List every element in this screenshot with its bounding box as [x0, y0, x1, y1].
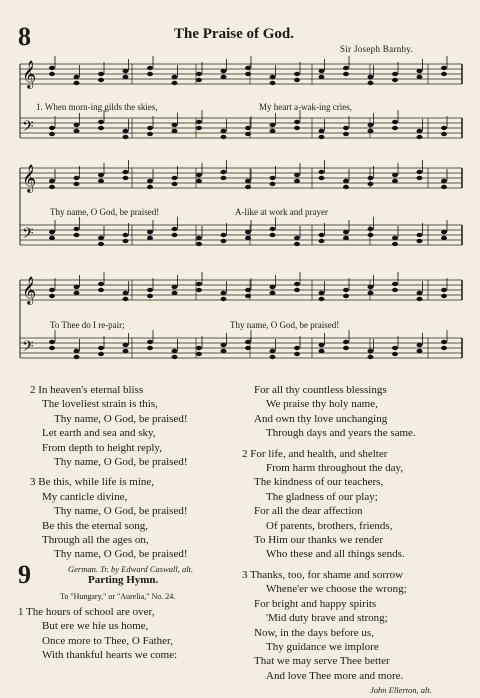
note-head [123, 291, 129, 295]
note-head [270, 176, 276, 180]
note-head [441, 66, 447, 70]
note-head [172, 129, 178, 133]
verse-line: From harm throughout the day, [266, 462, 404, 475]
note-head [221, 135, 227, 139]
note-head [98, 346, 104, 350]
note-head [319, 233, 325, 237]
note-head [319, 69, 325, 73]
note-head [368, 75, 374, 79]
note-head [49, 126, 55, 130]
note-head [417, 69, 423, 73]
note-head [221, 176, 227, 180]
note-head [123, 233, 129, 237]
note-head [172, 355, 178, 359]
note-head [417, 129, 423, 133]
note-head [417, 239, 423, 243]
note-head [441, 288, 447, 292]
note-head [123, 297, 129, 301]
composer: Sir Joseph Barnby. [340, 44, 414, 54]
note-head [343, 66, 349, 70]
note-head [270, 123, 276, 127]
note-head [319, 75, 325, 79]
note-head [392, 346, 398, 350]
note-head [172, 285, 178, 289]
verse-line: 'Mid duty brave and strong; [266, 612, 388, 625]
note-head [441, 340, 447, 344]
note-head [172, 81, 178, 85]
note-head [147, 288, 153, 292]
note-head [368, 182, 374, 186]
verse-line: Through days and years the same. [266, 427, 416, 440]
music-lyric-line-1b: My heart a-wak-ing cries, [259, 102, 352, 112]
note-head [441, 185, 447, 189]
treble-clef: 𝄞 [22, 276, 37, 304]
hymn-title-8: The Praise of God. [174, 26, 294, 42]
verse-line: But ere we hie us home, [42, 620, 149, 633]
note-head [343, 185, 349, 189]
note-head [319, 343, 325, 347]
verse-line: Of parents, brothers, friends, [266, 519, 393, 532]
verse-line: My canticle divine, [42, 490, 128, 503]
note-head [392, 120, 398, 124]
note-head [98, 78, 104, 82]
note-head [294, 242, 300, 246]
tune-reference: To "Hungary," or "Aurelia," No. 24. [60, 592, 176, 601]
hymn-number-8: 8 [18, 22, 31, 51]
note-head [270, 129, 276, 133]
note-head [49, 179, 55, 183]
note-head [221, 349, 227, 353]
note-head [74, 176, 80, 180]
note-head [417, 291, 423, 295]
verse-line: Once more to Thee, O Father, [42, 634, 174, 647]
note-head [441, 346, 447, 350]
credit-hymn9: John Ellerton, alt. [370, 685, 432, 696]
verse-line: Through all the ages on, [42, 534, 149, 547]
note-head [294, 120, 300, 124]
note-head [441, 294, 447, 298]
verse-line: Who these and all things sends. [266, 548, 405, 561]
note-head [74, 182, 80, 186]
note-head [319, 349, 325, 353]
note-head [294, 78, 300, 82]
verse-line: From depth to height reply, [42, 441, 162, 454]
note-head [123, 343, 129, 347]
note-head [343, 236, 349, 240]
note-head [74, 233, 80, 237]
note-head [441, 72, 447, 76]
note-head [417, 135, 423, 139]
note-head [294, 179, 300, 183]
note-head [392, 236, 398, 240]
note-head [74, 355, 80, 359]
note-head [172, 75, 178, 79]
verse-line: Thy name, O God, be praised! [54, 412, 188, 425]
verse-line: 2 In heaven's eternal bliss [30, 384, 144, 396]
note-head [343, 294, 349, 298]
note-head [343, 346, 349, 350]
note-head [147, 66, 153, 70]
note-head [343, 126, 349, 130]
note-head [49, 66, 55, 70]
note-head [49, 230, 55, 234]
music-lyric-line-3a: To Thee do I re-pair; [50, 320, 125, 330]
verse-line: 1 The hours of school are over, [18, 606, 155, 618]
note-head [368, 176, 374, 180]
note-head [49, 294, 55, 298]
music-lyric-line-2a: Thy name, O God, be praised! [50, 207, 160, 217]
note-head [417, 176, 423, 180]
note-head [417, 170, 423, 174]
note-head [74, 75, 80, 79]
note-head [221, 297, 227, 301]
note-head [221, 75, 227, 79]
note-head [49, 72, 55, 76]
note-head [49, 236, 55, 240]
note-head [343, 179, 349, 183]
note-head [368, 233, 374, 237]
note-head [392, 78, 398, 82]
note-head [270, 349, 276, 353]
note-head [196, 288, 202, 292]
note-head [172, 233, 178, 237]
note-head [368, 81, 374, 85]
note-head [368, 349, 374, 353]
note-head [196, 352, 202, 356]
verses-left [30, 383, 193, 576]
note-head [221, 239, 227, 243]
note-head [417, 349, 423, 353]
verse-line: Thy name, O God, be praised! [54, 505, 188, 518]
note-head [392, 352, 398, 356]
note-head [221, 170, 227, 174]
note-head [147, 230, 153, 234]
note-head [123, 135, 129, 139]
verses-right [242, 383, 432, 698]
credit-hymn8: German. Tr. by Edward Caswall, alt. [68, 563, 194, 574]
note-head [74, 291, 80, 295]
note-head [98, 236, 104, 240]
note-head [147, 126, 153, 130]
note-head [441, 236, 447, 240]
note-head [270, 285, 276, 289]
note-head [294, 352, 300, 356]
note-head [270, 291, 276, 295]
note-head [221, 69, 227, 73]
note-head [392, 173, 398, 177]
note-head [368, 291, 374, 295]
verse-line: That we may serve Thee better [254, 655, 390, 668]
note-head [368, 355, 374, 359]
note-head [98, 72, 104, 76]
note-head [294, 173, 300, 177]
note-head [221, 343, 227, 347]
note-head [123, 170, 129, 174]
note-head [343, 132, 349, 136]
verse-line: 3 Be this, while life is mine, [30, 476, 155, 489]
note-head [319, 239, 325, 243]
note-head [196, 236, 202, 240]
note-head [392, 72, 398, 76]
note-head [368, 129, 374, 133]
verse-line: Thy guidance we implore [266, 640, 379, 653]
note-head [343, 340, 349, 344]
note-head [392, 179, 398, 183]
verse-line: We praise thy holy name, [266, 398, 378, 411]
note-head [196, 179, 202, 183]
note-head [147, 72, 153, 76]
note-head [368, 123, 374, 127]
note-head [147, 179, 153, 183]
verse-line: With thankful hearts we come: [42, 649, 178, 662]
note-head [196, 120, 202, 124]
note-head [123, 349, 129, 353]
note-head [49, 288, 55, 292]
verse-line: To Him our thanks we render [254, 534, 384, 547]
note-head [49, 346, 55, 350]
note-head [343, 230, 349, 234]
note-head [294, 282, 300, 286]
note-head [196, 126, 202, 130]
verse-line: And own thy love unchanging [254, 412, 388, 425]
note-head [98, 288, 104, 292]
verse-line: Let earth and sea and sky, [42, 427, 156, 440]
note-head [123, 176, 129, 180]
note-head [441, 230, 447, 234]
note-head [270, 81, 276, 85]
verse-line: Whene'er we choose the wrong; [266, 583, 407, 596]
note-head [49, 340, 55, 344]
note-head [172, 176, 178, 180]
note-head [196, 242, 202, 246]
note-head [74, 227, 80, 231]
note-head [270, 233, 276, 237]
verse-line: 2 For life, and health, and shelter [242, 447, 388, 460]
note-head [319, 297, 325, 301]
note-head [392, 242, 398, 246]
note-head [147, 185, 153, 189]
music-lyric-line-3b: Thy name, O God, be praised! [230, 320, 340, 330]
bass-clef: 𝄢 [22, 225, 34, 246]
note-head [74, 349, 80, 353]
note-head [74, 285, 80, 289]
note-head [196, 346, 202, 350]
hymn9-verse-1 [18, 605, 177, 663]
note-head [417, 75, 423, 79]
note-head [98, 282, 104, 286]
note-head [172, 227, 178, 231]
verse-line: For bright and happy spirits [254, 597, 377, 610]
note-head [98, 173, 104, 177]
note-head [319, 135, 325, 139]
note-head [172, 291, 178, 295]
note-head [147, 294, 153, 298]
note-head [98, 179, 104, 183]
note-head [392, 126, 398, 130]
verse-line: The loveliest strain is this, [42, 398, 158, 411]
note-head [343, 288, 349, 292]
note-head [417, 343, 423, 347]
note-head [196, 282, 202, 286]
note-head [196, 173, 202, 177]
note-head [270, 227, 276, 231]
note-head [49, 132, 55, 136]
note-head [98, 352, 104, 356]
bass-clef: 𝄢 [22, 338, 34, 359]
hymn-title-9: Parting Hymn. [88, 574, 159, 586]
hymn-number-9: 9 [18, 560, 31, 589]
note-head [196, 78, 202, 82]
verse-line: 3 Thanks, too, for shame and sorrow [242, 568, 404, 581]
note-head [270, 355, 276, 359]
note-head [392, 288, 398, 292]
note-head [98, 242, 104, 246]
treble-clef: 𝄞 [22, 60, 37, 88]
note-head [147, 346, 153, 350]
note-head [294, 72, 300, 76]
note-head [270, 182, 276, 186]
note-head [441, 179, 447, 183]
note-head [221, 291, 227, 295]
note-head [172, 182, 178, 186]
verse-line: And love Thee more and more. [266, 669, 404, 682]
verse-line: The gladness of our play; [266, 490, 378, 503]
verse-line: Be this the eternal song, [42, 519, 149, 532]
note-head [221, 233, 227, 237]
verse-line: For all thy countless blessings [254, 384, 387, 396]
note-head [294, 346, 300, 350]
verse-line: For all the dear affection [254, 505, 363, 518]
treble-clef: 𝄞 [22, 164, 37, 192]
bass-clef: 𝄢 [22, 118, 34, 139]
note-head [196, 72, 202, 76]
note-head [221, 129, 227, 133]
verse-line: Now, in the days before us, [254, 626, 374, 639]
note-head [98, 126, 104, 130]
note-head [147, 236, 153, 240]
note-head [368, 227, 374, 231]
verse-line: Thy name, O God, be praised! [54, 456, 188, 469]
note-head [270, 75, 276, 79]
note-head [441, 126, 447, 130]
music-lyric-line-1a: 1. When morn-ing gilds the skies, [36, 102, 158, 112]
note-head [172, 349, 178, 353]
note-head [294, 236, 300, 240]
note-head [74, 81, 80, 85]
note-head [147, 132, 153, 136]
note-head [98, 120, 104, 124]
note-head [319, 291, 325, 295]
note-head [123, 75, 129, 79]
note-head [123, 239, 129, 243]
note-head [123, 69, 129, 73]
note-head [294, 126, 300, 130]
note-head [343, 72, 349, 76]
note-head [417, 297, 423, 301]
note-head [392, 282, 398, 286]
music-lyric-line-2b: A-like at work and prayer [235, 207, 328, 217]
note-head [441, 132, 447, 136]
note-head [172, 123, 178, 127]
note-head [319, 129, 325, 133]
note-head [319, 170, 325, 174]
verse-line: The kindness of our teachers, [254, 476, 384, 489]
note-head [74, 123, 80, 127]
note-head [294, 288, 300, 292]
verse-line: Thy name, O God, be praised! [54, 548, 188, 561]
note-head [147, 340, 153, 344]
note-head [417, 233, 423, 237]
note-head [49, 185, 55, 189]
note-head [368, 285, 374, 289]
note-head [74, 129, 80, 133]
note-head [123, 129, 129, 133]
note-head [319, 176, 325, 180]
